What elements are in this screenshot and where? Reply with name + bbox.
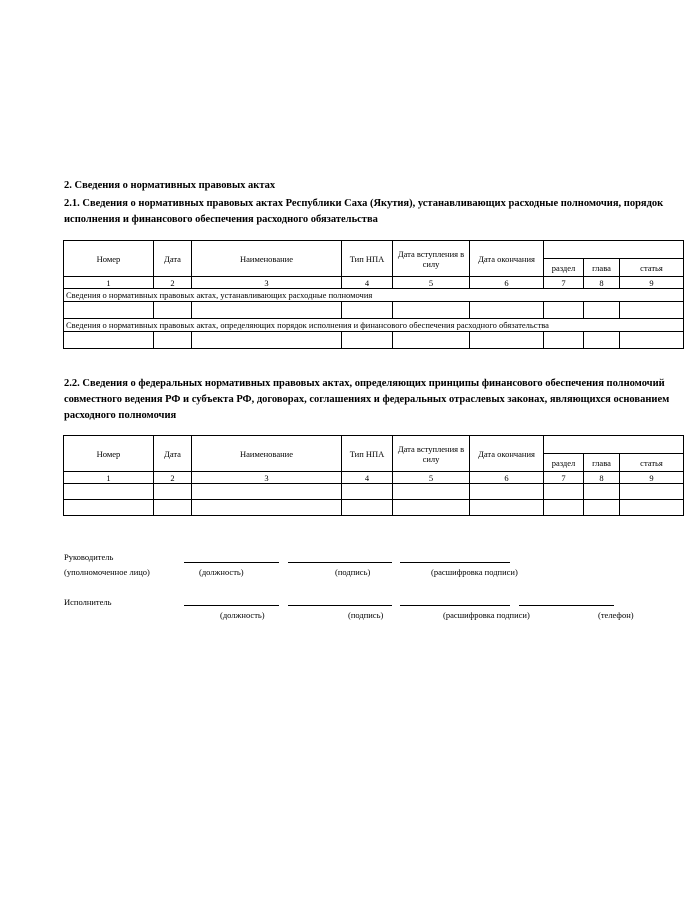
header-article: статья xyxy=(620,259,684,277)
group-row-expenditure-powers: Сведения о нормативных правовых актах, устанавливающих расходные полномочия xyxy=(64,289,684,302)
header-section: раздел xyxy=(544,454,584,472)
header-name: Наименование xyxy=(192,436,342,472)
header-end-date: Дата окончания xyxy=(470,241,544,277)
executor-decryption-line[interactable] xyxy=(400,605,510,606)
table-row xyxy=(64,500,684,516)
col-num-1: 1 xyxy=(64,472,154,484)
executor-signature-line[interactable] xyxy=(288,605,392,606)
subsection-2-1-line-1: 2.1. Сведения о нормативных правовых актах Республики Саха (Якутия), устанавливающих расходные полномочия, порядок xyxy=(64,198,664,209)
col-num-4: 4 xyxy=(342,277,393,289)
executor-phone-caption: (телефон) xyxy=(598,610,634,620)
header-type: Тип НПА xyxy=(342,241,393,277)
col-num-9: 9 xyxy=(620,472,684,484)
executor-decryption-caption: (расшифровка подписи) xyxy=(443,610,530,620)
head-decryption-caption: (расшифровка подписи) xyxy=(431,567,518,577)
table-row xyxy=(64,484,684,500)
header-structure-group xyxy=(544,241,684,259)
col-num-2: 2 xyxy=(154,277,192,289)
table-row xyxy=(64,332,684,349)
head-position-caption: (должность) xyxy=(199,567,244,577)
header-date: Дата xyxy=(154,241,192,277)
col-num-3: 3 xyxy=(192,277,342,289)
subsection-2-2-line-2: совместного ведения РФ и субъекта РФ, договорах, соглашениях и федеральных отраслевых законах, являющихся основанием xyxy=(64,394,670,405)
col-num-6: 6 xyxy=(470,472,544,484)
header-chapter: глава xyxy=(584,259,620,277)
header-end-date: Дата окончания xyxy=(470,436,544,472)
executor-label: Исполнитель xyxy=(64,597,112,607)
column-numbers-row xyxy=(64,472,684,484)
col-num-7: 7 xyxy=(544,472,584,484)
head-signature-line[interactable] xyxy=(288,562,392,563)
head-label: Руководитель xyxy=(64,552,114,562)
col-num-2: 2 xyxy=(154,472,192,484)
npa-table-2 xyxy=(63,435,684,516)
section-title: 2. Сведения о нормативных правовых актах xyxy=(64,180,276,191)
column-numbers-row xyxy=(64,277,684,289)
npa-table-1 xyxy=(63,240,684,349)
header-structure-group xyxy=(544,436,684,454)
col-num-5: 5 xyxy=(393,277,470,289)
head-sublabel: (уполномоченное лицо) xyxy=(64,567,150,577)
header-article: статья xyxy=(620,454,684,472)
group-row-execution-order: Сведения о нормативных правовых актах, определяющих порядок исполнения и финансового обеспечения расходного обязательства xyxy=(64,319,684,332)
header-section: раздел xyxy=(544,259,584,277)
subsection-2-1-line-2: исполнения и финансового обеспечения расходного обязательства xyxy=(64,214,378,225)
table-row xyxy=(64,302,684,319)
head-signature-caption: (подпись) xyxy=(335,567,371,577)
subsection-2-2-line-1: 2.2. Сведения о федеральных нормативных правовых актах, определяющих принципы финансового обеспечения полномочий xyxy=(64,378,665,389)
col-num-3: 3 xyxy=(192,472,342,484)
header-name: Наименование xyxy=(192,241,342,277)
col-num-7: 7 xyxy=(544,277,584,289)
col-num-1: 1 xyxy=(64,277,154,289)
col-num-5: 5 xyxy=(393,472,470,484)
executor-position-caption: (должность) xyxy=(220,610,265,620)
col-num-8: 8 xyxy=(584,277,620,289)
header-effective-date: Дата вступления в силу xyxy=(393,241,470,277)
col-num-4: 4 xyxy=(342,472,393,484)
header-effective-date: Дата вступления в силу xyxy=(393,436,470,472)
executor-signature-caption: (подпись) xyxy=(348,610,384,620)
executor-phone-line[interactable] xyxy=(519,605,614,606)
col-num-8: 8 xyxy=(584,472,620,484)
header-chapter: глава xyxy=(584,454,620,472)
header-date: Дата xyxy=(154,436,192,472)
subsection-2-2-line-3: расходного полномочия xyxy=(64,410,177,421)
col-num-9: 9 xyxy=(620,277,684,289)
head-decryption-line[interactable] xyxy=(400,562,510,563)
executor-position-line[interactable] xyxy=(184,605,279,606)
head-position-line[interactable] xyxy=(184,562,279,563)
header-number: Номер xyxy=(64,436,154,472)
col-num-6: 6 xyxy=(470,277,544,289)
header-number: Номер xyxy=(64,241,154,277)
header-type: Тип НПА xyxy=(342,436,393,472)
